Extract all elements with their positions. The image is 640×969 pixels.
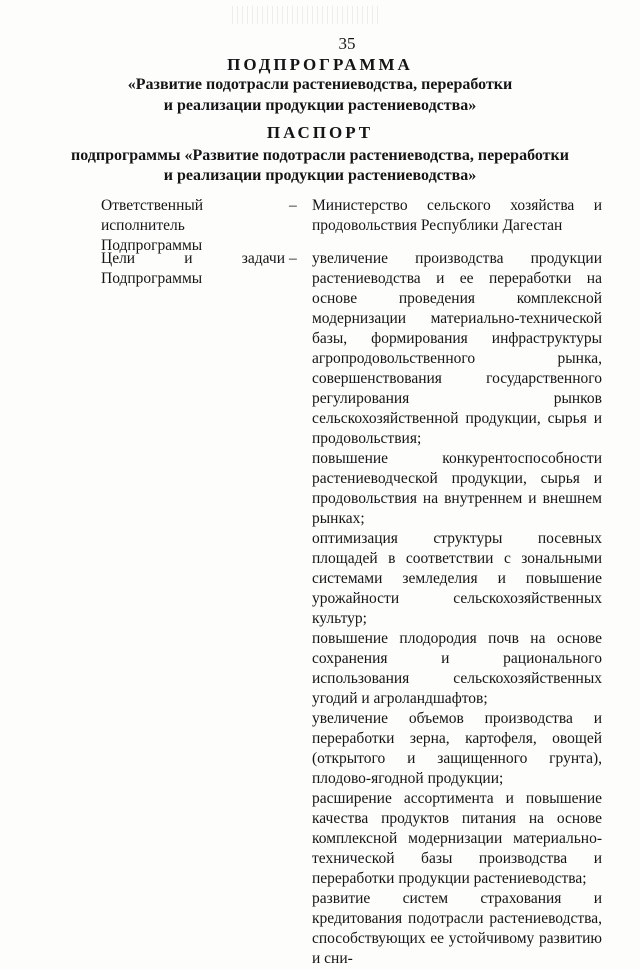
subprogram-heading: ПОДПРОГРАММА	[227, 55, 413, 74]
value-paragraph: развитие систем страхования и кредитования подотрасли растениеводства, способствующих ее устойчивому развитию и сни-	[312, 890, 602, 967]
value-paragraph: увеличение производства продукции растениеводства и ее переработки на основе проведения комплексной модернизации материально-технической базы, формирования инфраструктуры агропродовольственного рынка, совершенствования государственного регулирования рынков сельскохозяйственной продукции, сырья и продовольствия;	[312, 250, 602, 447]
passport-title-line-1: подпрограммы «Развитие подотрасли растениеводства, переработки	[71, 147, 569, 164]
row-label: Цели и задачи Подпрограммы	[101, 250, 285, 287]
value-paragraph: расширение ассортимента и повышение качества продуктов питания на основе комплексной модернизации материально-технической базы производства и переработки продукции растениеводства;	[312, 790, 602, 887]
passport-title	[0, 146, 640, 186]
value-paragraph: повышение конкурентоспособности растениеводческой продукции, сырья и продовольствия на внутреннем и внешнем рынках;	[312, 450, 602, 527]
subprogram-title-line-2: и реализации продукции растениеводства»	[163, 97, 477, 114]
subprogram-title-line-1: «Развитие подотрасли растениеводства, переработки	[127, 76, 513, 93]
subprogram-title	[0, 74, 640, 116]
value-paragraph: оптимизация структуры посевных площадей в соответствии с зональными системами земледелия и повышение урожайности сельскохозяйственных культур;	[312, 530, 602, 627]
row-dash: –	[289, 250, 297, 267]
passport-title-line-2: и реализации продукции растениеводства»	[163, 167, 477, 184]
row-dash: –	[289, 197, 297, 214]
value-paragraph: повышение плодородия почв на основе сохранения и рационального использования сельскохозяйственных угодий и агроландшафтов;	[312, 630, 602, 707]
row-value	[312, 196, 602, 236]
passport-heading: ПАСПОРТ	[266, 123, 374, 142]
scan-artifact	[232, 6, 382, 24]
page-number: 35	[338, 34, 356, 53]
row-label: Ответственный исполнитель Подпрограммы	[101, 197, 204, 254]
value-paragraph: Министерство сельского хозяйства и продовольствия Республики Дагестан	[312, 197, 602, 234]
value-paragraph: увеличение объемов производства и переработки зерна, картофеля, овощей (открытого и защищенного грунта), плодово-ягодной продукции;	[312, 710, 602, 787]
row-value	[312, 249, 602, 969]
